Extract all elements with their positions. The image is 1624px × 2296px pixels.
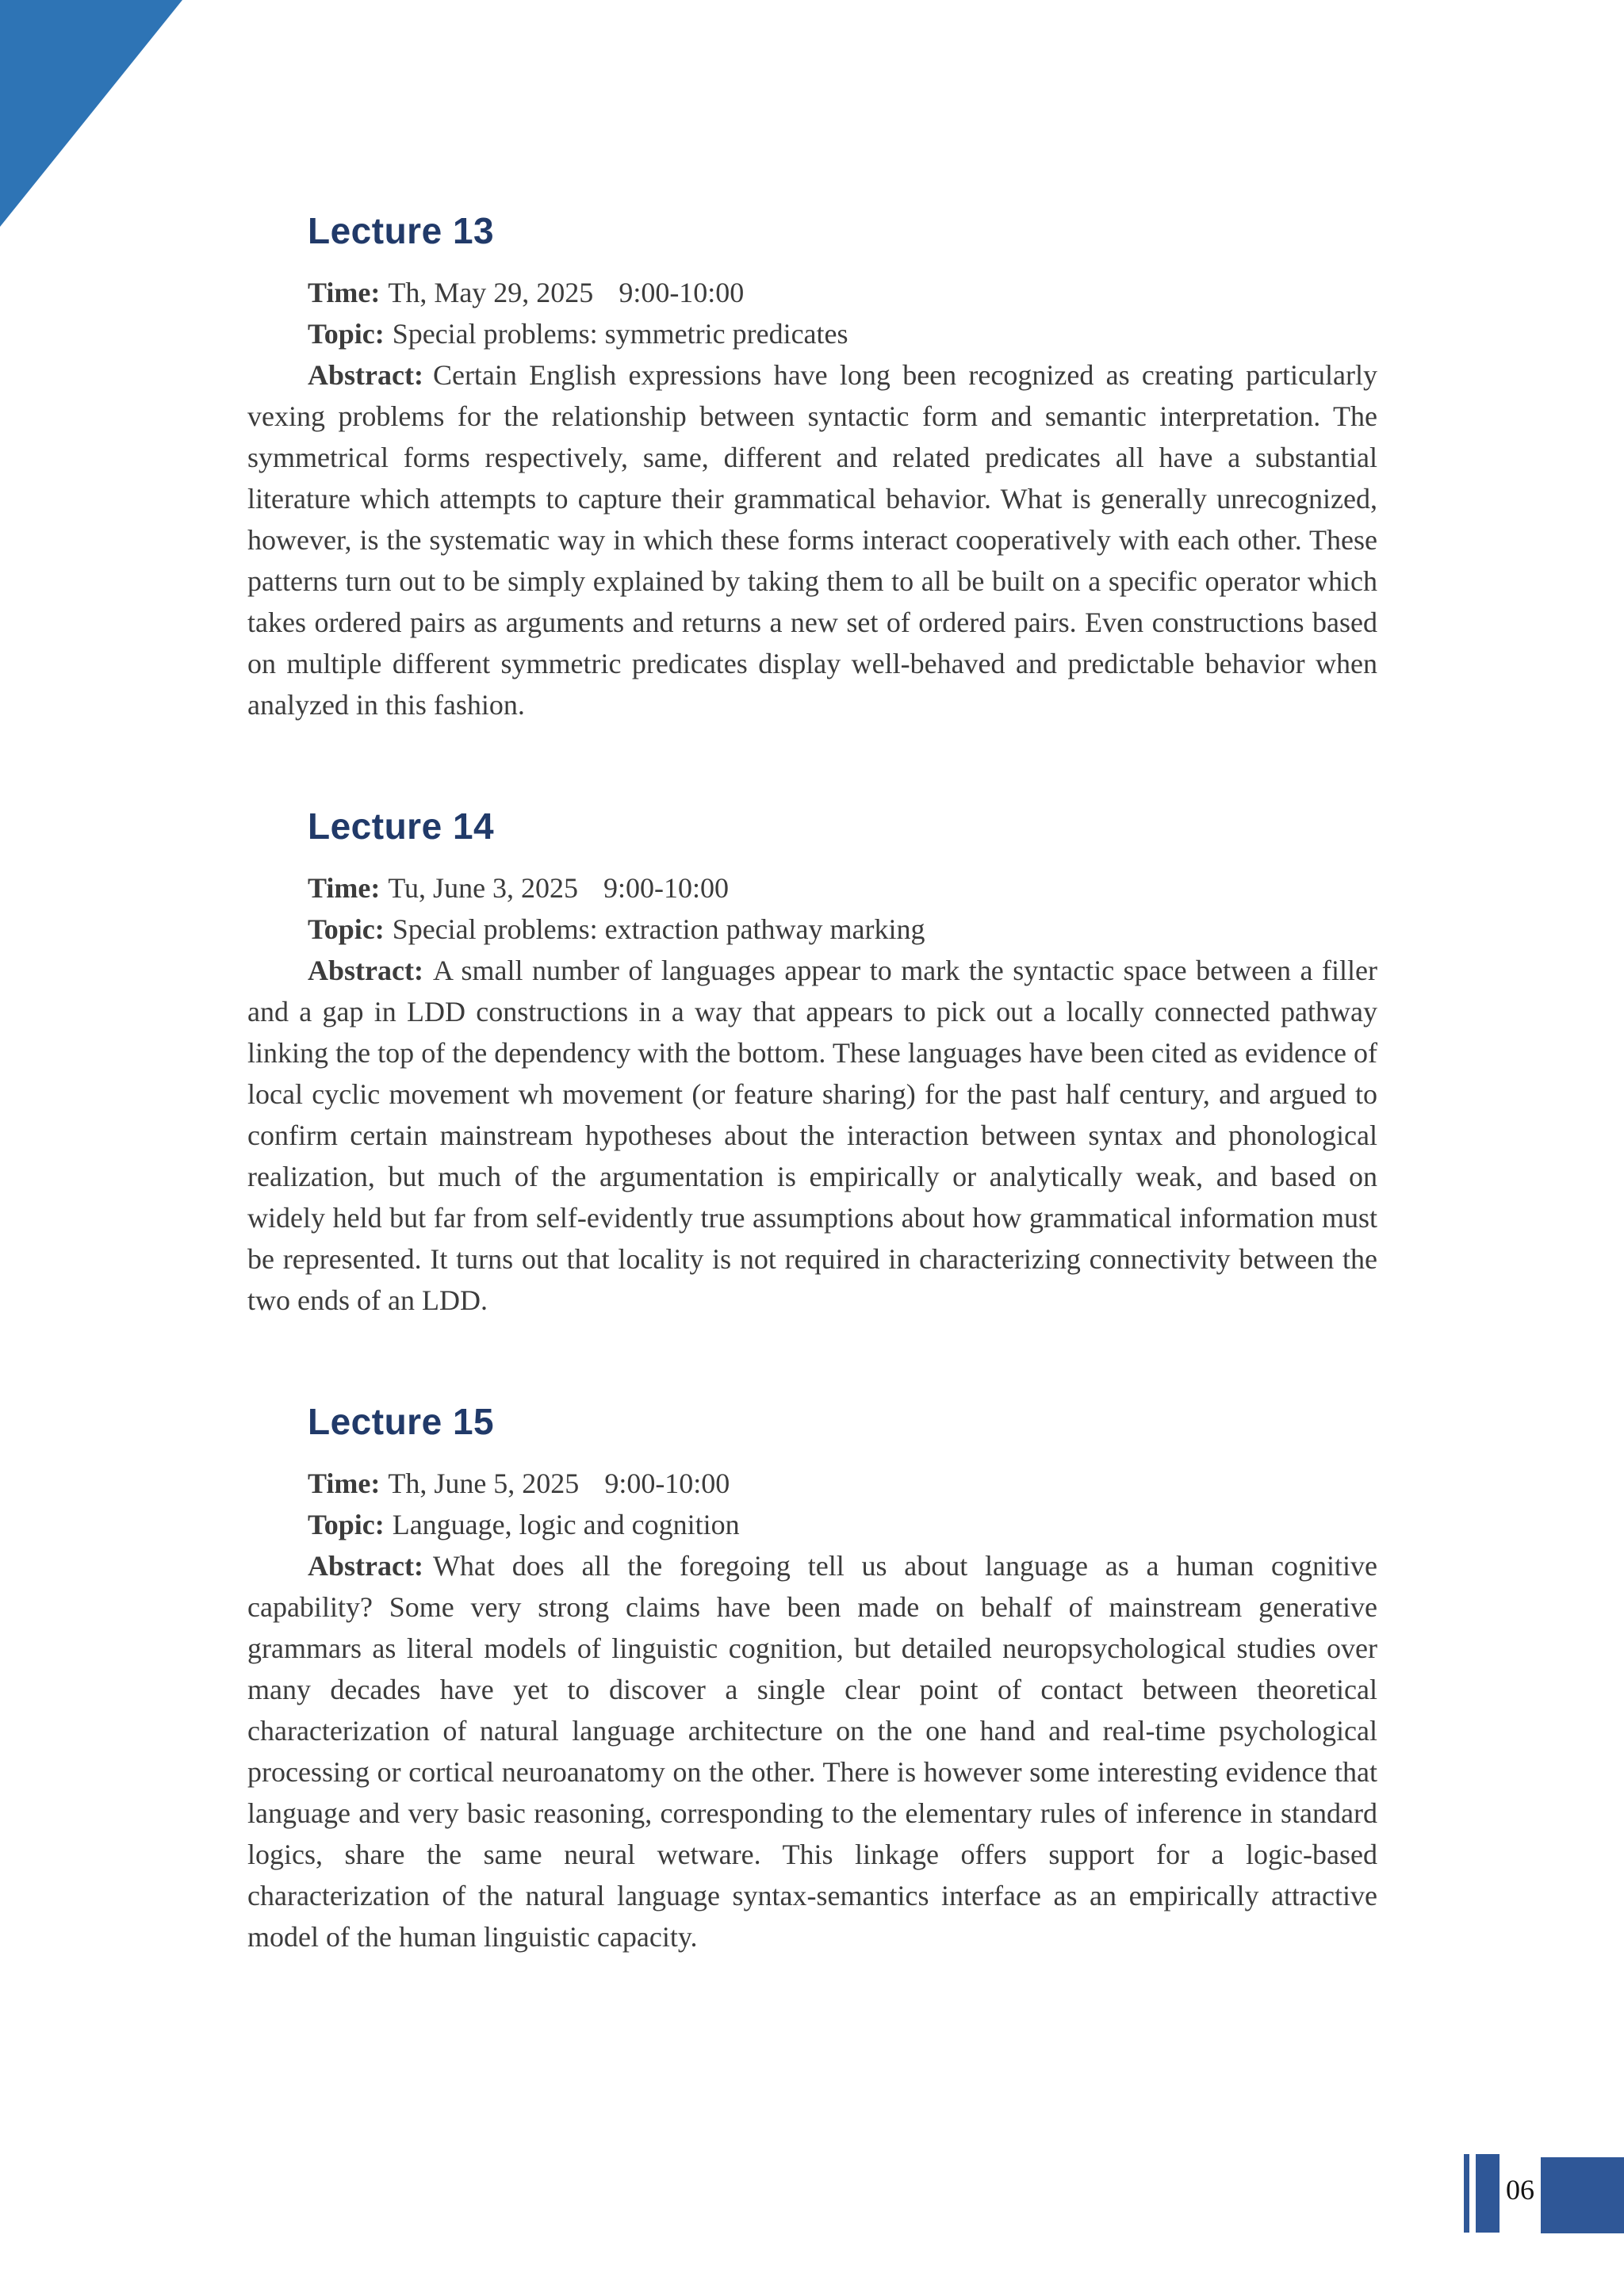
abstract-label: Abstract: <box>308 359 423 391</box>
lecture-section-13 <box>247 212 1377 725</box>
time-range: 9:00-10:00 <box>603 872 730 904</box>
corner-triangle-decoration <box>0 0 182 227</box>
lecture-section-14 <box>247 808 1377 1321</box>
footer-bar-thick <box>1476 2154 1500 2233</box>
topic-text: Language, logic and cognition <box>392 1509 740 1540</box>
time-range: 9:00-10:00 <box>619 277 745 308</box>
abstract-text: Certain English expressions have long been recognized as creating particularly vexing problems for the relationship between syntactic form and semantic interpretation. The symmetrical forms respectively, same, different and related predicates all have a substantial literature which attempts to capture their grammatical behavior. What is generally unrecognized, however, is the systematic way in which these forms interact cooperatively with each other. These patterns turn out to be simply explained by taking them to all be built on a specific operator which takes ordered pairs as arguments and returns a new set of ordered pairs. Even constructions based on multiple different symmetric predicates display well-behaved and predictable behavior when analyzed in this fashion. <box>247 359 1377 721</box>
topic-line <box>247 909 1377 950</box>
time-label: Time: <box>308 277 381 308</box>
time-label: Time: <box>308 1468 381 1499</box>
page-content <box>247 0 1377 1957</box>
footer-bar-wide <box>1541 2157 1624 2233</box>
time-date: Th, June 5, 2025 <box>388 1468 580 1499</box>
topic-label: Topic: <box>308 318 385 350</box>
abstract-label: Abstract: <box>308 955 423 986</box>
lecture-title: Lecture 14 <box>308 806 495 847</box>
time-line <box>247 1463 1377 1504</box>
topic-label: Topic: <box>308 913 385 945</box>
abstract-paragraph <box>247 950 1377 1321</box>
lecture-section-15 <box>247 1403 1377 1957</box>
abstract-paragraph <box>247 354 1377 725</box>
abstract-text: What does all the foregoing tell us about language as a human cognitive capability? Some very strong claims have been made on behalf of mainstream generative grammars as literal models of linguistic cognition, but detailed neuropsychological studies over many decades have yet to discover a single clear point of contact between theoretical characterization of natural language architecture on the one hand and real-time psychological processing or cortical neuroanatomy on the other. There is however some interesting evidence that language and very basic reasoning, corresponding to the elementary rules of inference in standard logics, share the same neural wetware. This linkage offers support for a logic-based characterization of the natural language syntax-semantics interface as an empirically attractive model of the human linguistic capacity. <box>247 1550 1377 1953</box>
time-line <box>247 272 1377 313</box>
lecture-title: Lecture 15 <box>308 1401 495 1442</box>
abstract-label: Abstract: <box>308 1550 423 1582</box>
topic-line <box>247 313 1377 354</box>
abstract-text: A small number of languages appear to mark the syntactic space between a filler and a gap in LDD constructions in a way that appears to pick out a locally connected pathway linking the top of the dependency with the bottom. These languages have been cited as evidence of local cyclic movement wh movement (or feature sharing) for the past half century, and argued to confirm certain mainstream hypotheses about the interaction between syntax and phonological realization, but much of the argumentation is empirically or analytically weak, and based on widely held but far from self-evidently true assumptions about how grammatical information must be represented. It turns out that locality is not required in characterizing connectivity between the two ends of an LDD. <box>247 955 1377 1316</box>
abstract-paragraph <box>247 1545 1377 1957</box>
time-date: Th, May 29, 2025 <box>388 277 594 308</box>
topic-label: Topic: <box>308 1509 385 1540</box>
footer-bar-thin <box>1464 2154 1469 2233</box>
lecture-title: Lecture 13 <box>308 210 495 251</box>
time-label: Time: <box>308 872 381 904</box>
time-line <box>247 867 1377 909</box>
topic-line <box>247 1504 1377 1545</box>
time-range: 9:00-10:00 <box>604 1468 730 1499</box>
time-date: Tu, June 3, 2025 <box>388 872 579 904</box>
page-number: 06 <box>1506 2174 1534 2206</box>
topic-text: Special problems: symmetric predicates <box>392 318 848 350</box>
topic-text: Special problems: extraction pathway marking <box>392 913 925 945</box>
